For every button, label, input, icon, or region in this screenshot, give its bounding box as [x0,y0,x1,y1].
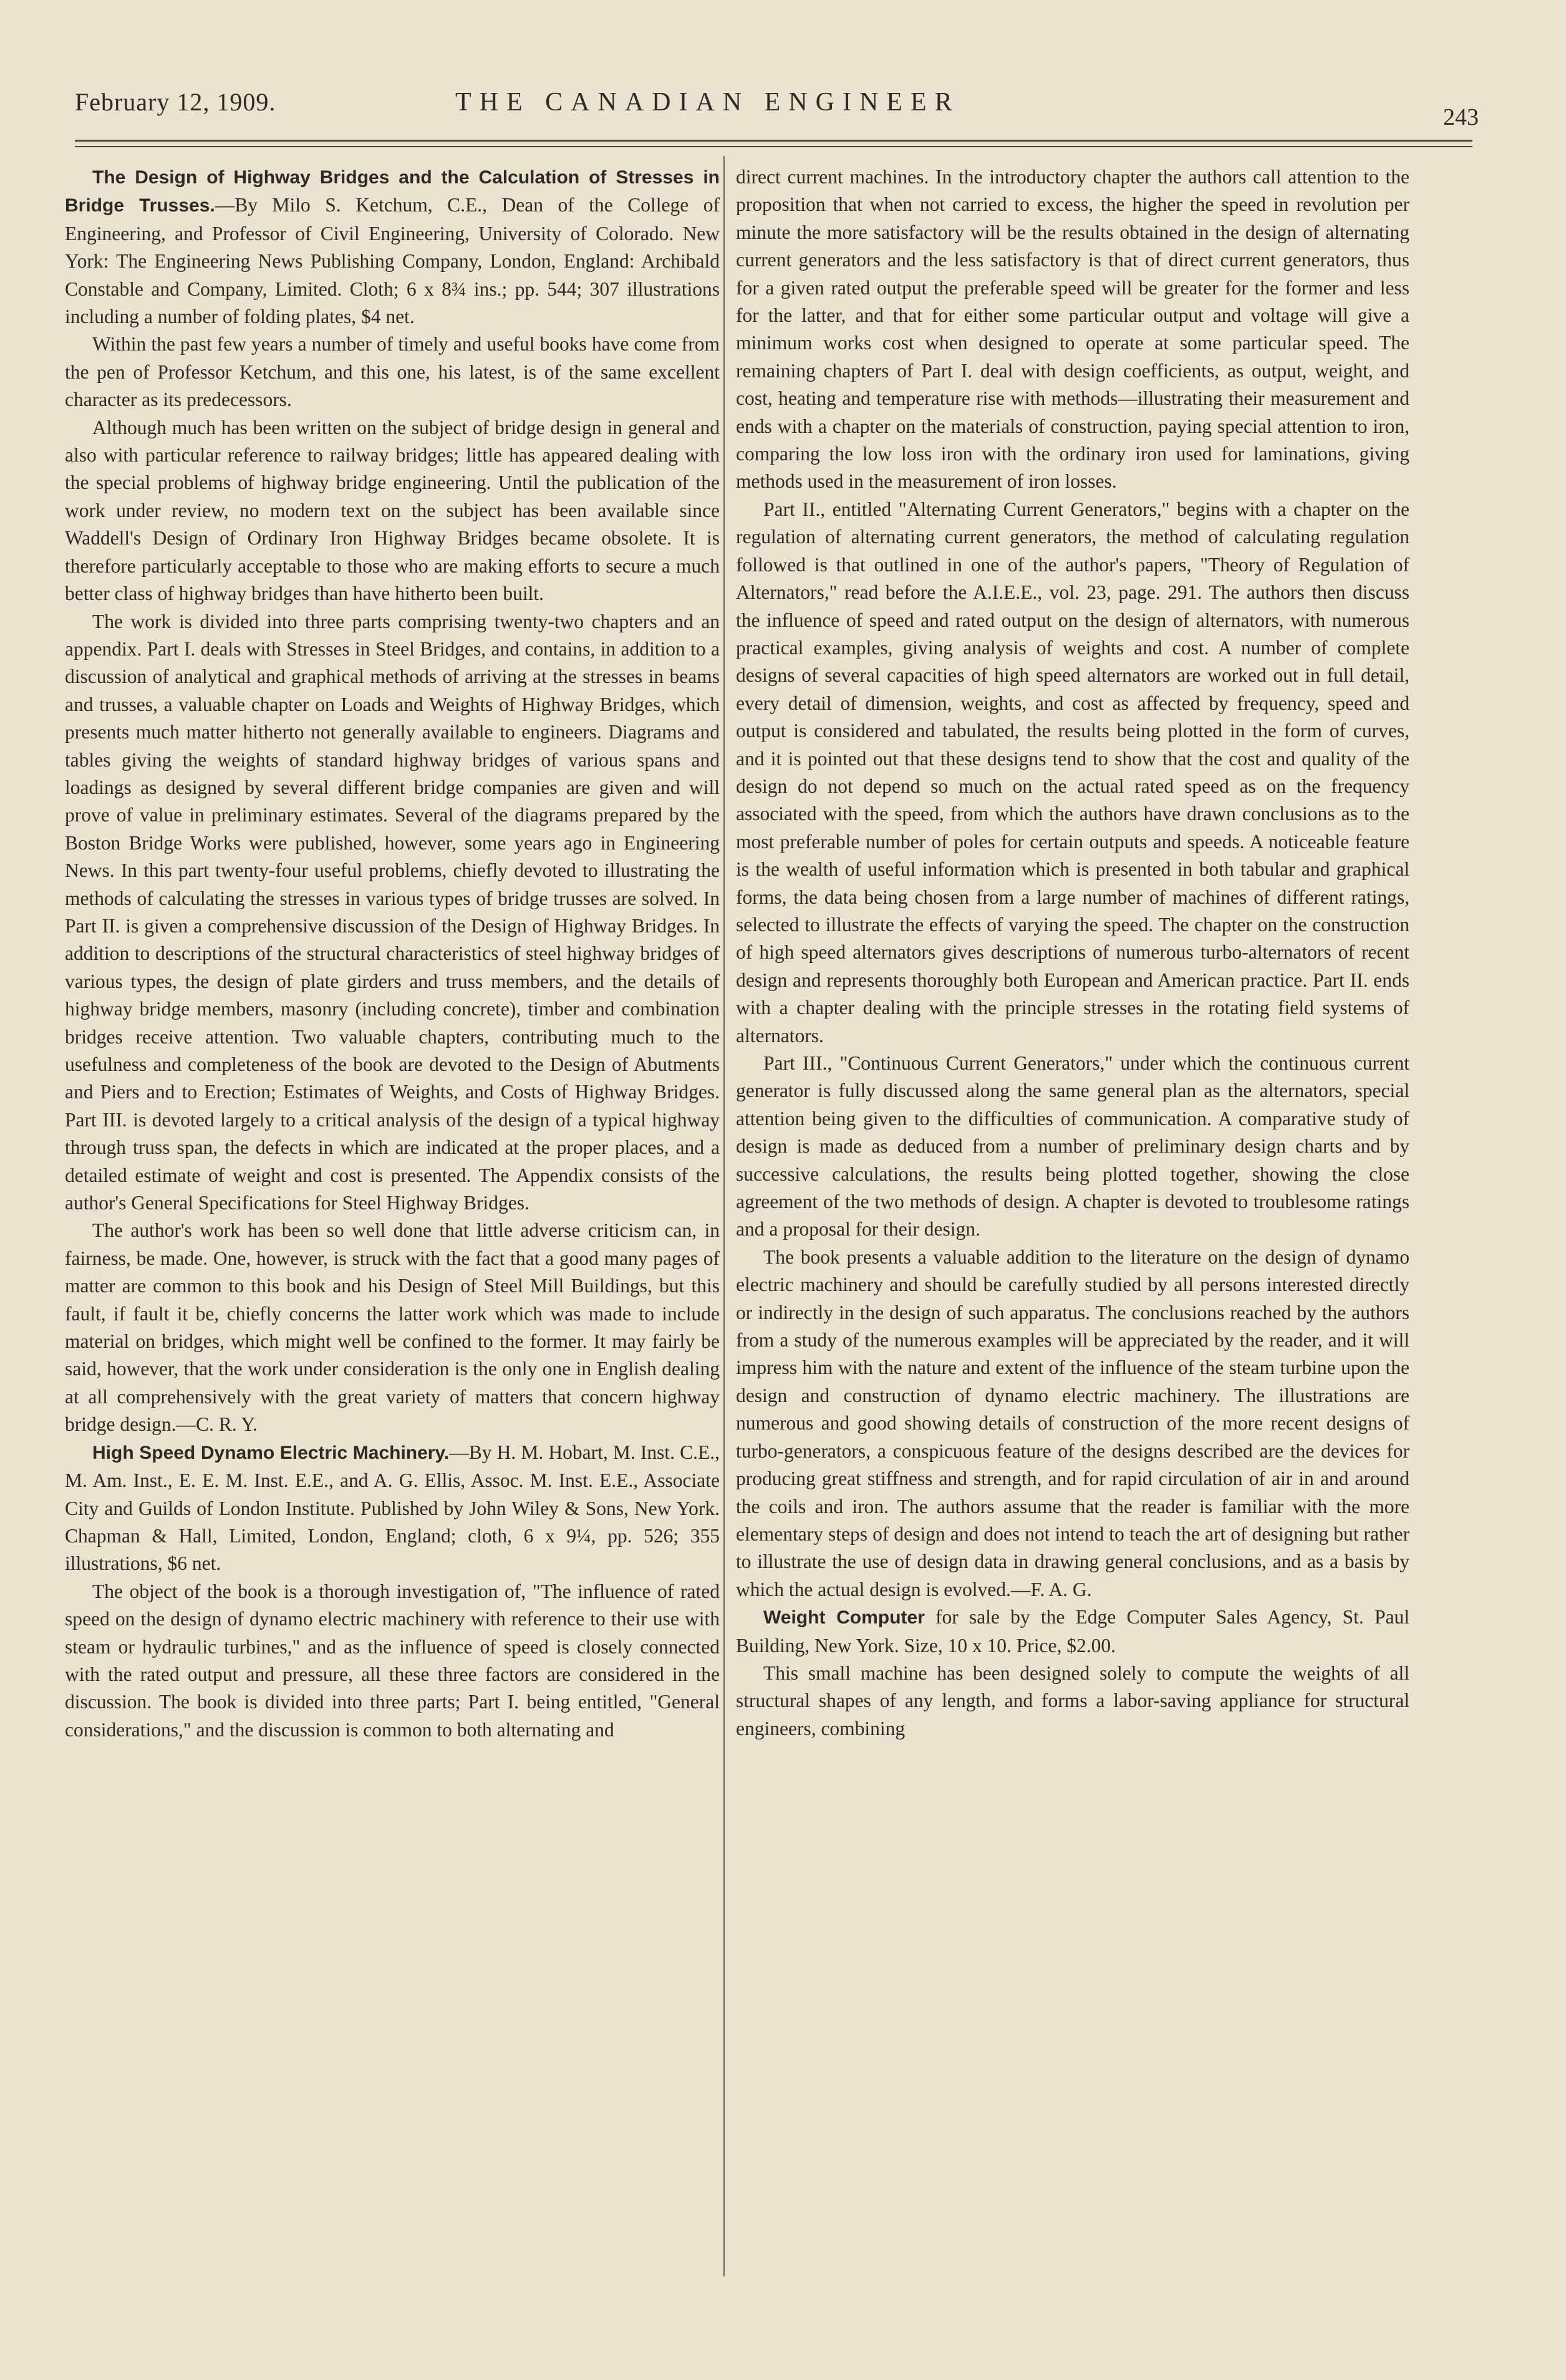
paragraph: This small machine has been designed solely to compute the weights of all structural shapes of any length, and forms a labor-saving appliance for structural engineers, combining [736,1662,1409,1739]
review-bridges-citation [65,163,720,331]
paragraph: Within the past few years a number of timely and useful books have come from the pen of Professor Ketchum, and this one, his latest, is of the same excellent character as its predecessors. [65,333,720,411]
column-divider [723,156,725,2276]
issue-date: February 12, 1909. [75,88,276,116]
review-dynamo-byline: —By H. M. Hobart, M. Inst. C.E., M. Am. Inst., E. E. M. Inst. E.E., and A. G. Ellis, Assoc. M. Inst. E.E., Associate City and Guilds of London Institute. Published by John Wiley & Sons, New York. Chapman & Hall, Limited, London, England; cloth, 6 x 9¼, pp. 526; 355 illustrations, $6 net. [65,1441,720,1575]
review-weight-computer-citation [736,1604,1409,1660]
running-head [75,87,1479,137]
left-column [65,163,720,1744]
page-number: 243 [1443,104,1479,130]
review-bridges-heading: The Design of Highway Bridges and the Calculation of Stresses in Bridge Trusses. [65,167,720,216]
paragraph: Although much has been written on the subject of bridge design in general and also with particular reference to railway bridges; little has appeared dealing with the special problems of highway bridge engineering. Until the publication of the work under review, no modern text on the subject has been available since Waddell's Design of Ordinary Iron Highway Bridges became obsolete. It is therefore particularly acceptable to those who are making efforts to secure a much better class of highway bridges than have hitherto been built. [65,416,720,605]
paragraph: The object of the book is a thorough investigation of, "The influence of rated speed on the design of dynamo electric machinery with reference to their use with steam or hydraulic turbines," and as the influence of speed is closely connected with the rated output and pressure, all these three factors are considered in the discussion. The book is divided into three parts; Part I. being entitled, "General considerations," and the discussion is common to both alternating and [65,1580,720,1741]
paragraph: Part III., "Continuous Current Generators," under which the continuous current generator is fully discussed along the same general plan as the alternators, special attention being given to the difficulties of communication. A comparative study of design is made as deduced from a number of preliminary design charts and by successive calculations, the results being plotted together, showing the close agreement of the two methods of design. A chapter is devoted to troublesome ratings and a proposal for their design. [736,1052,1409,1241]
review-dynamo-heading: High Speed Dynamo Electric Machinery. [92,1442,450,1463]
paragraph: The author's work has been so well done that little adverse criticism can, in fairness, be made. One, however, is struck with the fact that a good many pages of matter are common to this book and his Design of Steel Mill Buildings, but this fault, if fault it be, chiefly concerns the latter work which was made to include material on bridges, which might well be confined to the former. It may fairly be said, however, that the work under consideration is the only one in English dealing at all comprehensively with the great variety of matters that concern highway bridge design.—C. R. Y. [65,1219,720,1436]
right-column [736,163,1409,1743]
journal-title: THE CANADIAN ENGINEER [455,88,960,117]
header-rule-top [75,140,1472,142]
review-dynamo-citation [65,1439,720,1578]
paragraph: The work is divided into three parts comprising twenty-two chapters and an appendix. Part I. deals with Stresses in Steel Bridges, and contains, in addition to a discussion of analytical and graphical methods of arriving at the stresses in beams and trusses, a valuable chapter on Loads and Weights of Highway Bridges, which presents much matter hitherto not generally available to engineers. Diagrams and tables giving the weights of standard highway bridges of various spans and loadings as designed by several different bridge companies are given and will prove of value in preliminary estimates. Several of the diagrams prepared by the Boston Bridge Works were published, however, some years ago in Engineering News. In this part twenty-four useful problems, chiefly devoted to illustrating the methods of calculating the stresses in various types of bridge trusses are solved. In Part II. is given a comprehensive discussion of the Design of Highway Bridges. In addition to descriptions of the structural characteristics of steel highway bridges of various types, the design of plate girders and truss members, and the details of highway bridge members, masonry (including concrete), timber and combination bridges receive attention. Two valuable chapters, contributing much to the usefulness and completeness of the book are devoted to the Design of Abutments and Piers and to Erection; Estimates of Weights, and Costs of Highway Bridges. Part III. is devoted largely to a critical analysis of the design of a typical highway through truss span, the defects in which are indicated at the proper places, and a detailed estimate of weight and cost is presented. The Appendix consists of the author's General Specifications for Steel Highway Bridges. [65,610,720,1214]
review-weight-computer-byline: for sale by the Edge Computer Sales Agency, St. Paul Building, New York. Size, 10 x 10. Price, $2.00. [736,1606,1409,1657]
review-bridges-byline: —By Milo S. Ketchum, C.E., Dean of the College of Engineering, and Professor of Civil Engineering, University of Colorado. New York: The Engineering News Publishing Company, London, England: Archibald Constable and Company, Limited. Cloth; 6 x 8¾ ins.; pp. 544; 307 illustrations including a number of folding plates, $4 net. [65,194,720,328]
header-rule-bottom [75,146,1472,147]
paragraph: direct current machines. In the introductory chapter the authors call attention to the proposition that when not carried to excess, the higher the speed in revolution per minute the more satisfactory will be the results obtained in the design of alternating current generators and the less satisfactory is that of direct current generators, thus for a given rated output the preferable speed will be greater for the former and less for the latter, and that for either some particular output and voltage will give a minimum works cost when designed to operate at some particular speed. The remaining chapters of Part I. deal with design coefficients, as output, weight, and cost, heating and temperature rise with methods—illustrating their measurement and ends with a chapter on the materials of construction, paying special attention to iron, comparing the low loss iron with the ordinary iron used for laminations, giving methods used in the measurement of iron losses. [736,166,1409,493]
paragraph: The book presents a valuable addition to the literature on the design of dynamo electric machinery and should be carefully studied by all persons interested directly or indirectly in the design of such apparatus. The conclusions reached by the authors from a study of the numerous examples will be appreciated by the reader, and it will impress him with the nature and extent of the influence of the steam turbine upon the design and construction of dynamo electric machinery. The illustrations are numerous and good showing details of construction of the more recent designs of turbo-generators, a conspicuous feature of the designs described are the devices for producing great stiffness and strength, and for rapid circulation of air in and around the coils and iron. The authors assume that the reader is familiar with the more elementary steps of design and does not intend to teach the art of designing but rather to illustrate the use of design data in drawing general conclusions, and as a basis by which the actual design is evolved.—F. A. G. [736,1246,1409,1600]
paragraph: Part II., entitled "Alternating Current Generators," begins with a chapter on the regulation of alternating current generators, the method of calculating regulation followed is that outlined in one of the author's papers, "Theory of Regulation of Alternators," read before the A.I.E.E., vol. 23, page. 291. The authors then discuss the influence of speed and rated output on the design of alternators, with numerous practical examples, giving analysis of weights and cost. A number of complete designs of several capacities of high speed alternators are worked out in full detail, every detail of dimension, weights, and cost as affected by frequency, speed and output is considered and tabulated, the results being plotted in the form of curves, and it is pointed out that these designs tend to show that the cost and quality of the design do not depend so much on the actual rated speed as on the frequency associated with the speed, from which the authors have drawn conclusions as to the most preferable number of poles for certain outputs and speeds. A noticeable feature is the wealth of useful information which is presented in both tabular and graphical forms, the data being chosen from a large number of machines of different ratings, selected to illustrate the effects of varying the speed. The chapter on the construction of high speed alternators gives descriptions of numerous turbo-alternators of recent design and represents thoroughly both European and American practice. Part II. ends with a chapter dealing with the principle stresses in the rotating field systems of alternators. [736,498,1409,1047]
review-weight-computer-heading: Weight Computer [763,1607,925,1628]
